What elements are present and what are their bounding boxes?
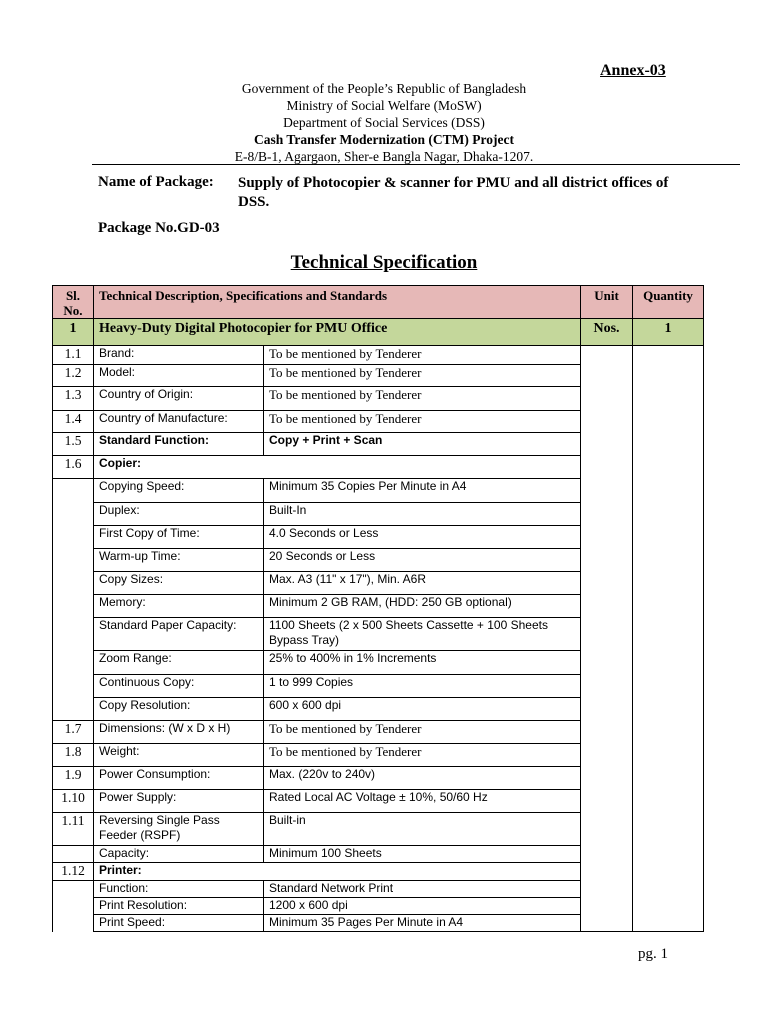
- row-sl-no: [53, 846, 94, 863]
- row-sl-no: 1.5: [53, 433, 94, 456]
- row-spec-name: Function:: [94, 881, 264, 898]
- row-spec-name: Standard Function:: [94, 433, 264, 456]
- row-sl-no: 1.12: [53, 863, 94, 881]
- row-spec-name: Printer:: [94, 863, 581, 881]
- row-spec-name: Reversing Single Pass Feeder (RSPF): [94, 813, 264, 846]
- row-spec-value: Rated Local AC Voltage ± 10%, 50/60 Hz: [264, 790, 581, 813]
- header-department: Department of Social Services (DSS): [283, 115, 485, 130]
- row-sl-no: [53, 618, 94, 651]
- row-spec-name: Print Resolution:: [94, 898, 264, 915]
- table-header-row: [53, 286, 704, 319]
- header-unit: Unit: [581, 286, 633, 319]
- row-sl-no: 1.2: [53, 365, 94, 387]
- row-sl-no: [53, 698, 94, 721]
- row-spec-name: Standard Paper Capacity:: [94, 618, 264, 651]
- row-sl-no: 1.7: [53, 721, 94, 744]
- row-spec-value: Minimum 2 GB RAM, (HDD: 250 GB optional): [264, 595, 581, 618]
- row-sl-no: 1.9: [53, 767, 94, 790]
- row-sl-no: [53, 651, 94, 675]
- row-sl-no: [53, 503, 94, 526]
- row-spec-value: Minimum 35 Copies Per Minute in A4: [264, 479, 581, 503]
- row-spec-value: Max. (220v to 240v): [264, 767, 581, 790]
- header-project: Cash Transfer Modernization (CTM) Project: [254, 132, 514, 147]
- section-description: Heavy-Duty Digital Photocopier for PMU Office: [94, 319, 581, 346]
- row-sl-no: [53, 915, 94, 932]
- row-spec-name: Dimensions: (W x D x H): [94, 721, 264, 744]
- row-spec-value: Standard Network Print: [264, 881, 581, 898]
- row-spec-name: Copier:: [94, 456, 581, 479]
- row-sl-no: 1.10: [53, 790, 94, 813]
- row-spec-name: Zoom Range:: [94, 651, 264, 675]
- row-sl-no: 1.8: [53, 744, 94, 767]
- header-government: Government of the People’s Republic of Bangladesh: [241, 81, 527, 96]
- row-spec-name: Copy Resolution:: [94, 698, 264, 721]
- row-spec-value: 600 x 600 dpi: [264, 698, 581, 721]
- row-spec-value: Built-In: [264, 503, 581, 526]
- row-spec-value: To be mentioned by Tenderer: [264, 411, 581, 433]
- unit-column-blank: [581, 346, 633, 932]
- row-spec-name: Copy Sizes:: [94, 572, 264, 595]
- page-title: Technical Specification: [290, 252, 478, 273]
- row-spec-name: Weight:: [94, 744, 264, 767]
- row-sl-no: [53, 595, 94, 618]
- row-spec-name: Capacity:: [94, 846, 264, 863]
- section-sl: 1: [53, 319, 94, 346]
- row-spec-name: Continuous Copy:: [94, 675, 264, 698]
- row-spec-name: Power Consumption:: [94, 767, 264, 790]
- quantity-column-blank: [633, 346, 704, 932]
- row-sl-no: [53, 881, 94, 898]
- row-spec-value: 1100 Sheets (2 x 500 Sheets Cassette + 100 Sheets Bypass Tray): [264, 618, 581, 651]
- package-name-value: Supply of Photocopier & scanner for PMU and all district offices of DSS.: [238, 175, 669, 210]
- document-header: [0, 80, 768, 165]
- row-spec-value: To be mentioned by Tenderer: [264, 365, 581, 387]
- row-sl-no: [53, 526, 94, 549]
- row-spec-name: First Copy of Time:: [94, 526, 264, 549]
- row-spec-name: Warm-up Time:: [94, 549, 264, 572]
- specification-table: [52, 285, 704, 932]
- row-spec-value: Copy + Print + Scan: [264, 433, 581, 456]
- row-spec-name: Model:: [94, 365, 264, 387]
- row-spec-value: To be mentioned by Tenderer: [264, 721, 581, 744]
- row-spec-value: To be mentioned by Tenderer: [264, 387, 581, 411]
- row-sl-no: 1.6: [53, 456, 94, 479]
- row-sl-no: 1.1: [53, 346, 94, 365]
- row-spec-name: Power Supply:: [94, 790, 264, 813]
- row-spec-value: Built-in: [264, 813, 581, 846]
- header-sl-no: Sl. No.: [53, 286, 94, 319]
- header-divider: [92, 164, 740, 165]
- row-sl-no: 1.4: [53, 411, 94, 433]
- row-spec-value: To be mentioned by Tenderer: [264, 744, 581, 767]
- row-spec-name: Country of Manufacture:: [94, 411, 264, 433]
- package-name-label: Name of Package:: [98, 174, 214, 190]
- row-spec-value: Max. A3 (11" x 17"), Min. A6R: [264, 572, 581, 595]
- row-spec-name: Copying Speed:: [94, 479, 264, 503]
- table-row: [53, 346, 704, 365]
- section-row: [53, 319, 704, 346]
- row-spec-value: 1 to 999 Copies: [264, 675, 581, 698]
- header-description: Technical Description, Specifications and Standards: [94, 286, 581, 319]
- row-spec-name: Print Speed:: [94, 915, 264, 932]
- row-sl-no: [53, 898, 94, 915]
- row-spec-value: 20 Seconds or Less: [264, 549, 581, 572]
- page-number: pg. 1: [638, 946, 668, 962]
- row-sl-no: [53, 479, 94, 503]
- row-spec-name: Brand:: [94, 346, 264, 365]
- package-number: Package No.GD-03: [98, 220, 220, 236]
- row-sl-no: [53, 675, 94, 698]
- annex-label: Annex-03: [600, 62, 666, 79]
- row-spec-name: Country of Origin:: [94, 387, 264, 411]
- row-spec-value: 1200 x 600 dpi: [264, 898, 581, 915]
- row-spec-value: To be mentioned by Tenderer: [264, 346, 581, 365]
- row-spec-name: Duplex:: [94, 503, 264, 526]
- section-quantity: 1: [633, 319, 704, 346]
- row-spec-value: 25% to 400% in 1% Increments: [264, 651, 581, 675]
- row-sl-no: 1.3: [53, 387, 94, 411]
- row-spec-name: Memory:: [94, 595, 264, 618]
- row-sl-no: [53, 549, 94, 572]
- row-spec-value: Minimum 35 Pages Per Minute in A4: [264, 915, 581, 932]
- row-spec-value: Minimum 100 Sheets: [264, 846, 581, 863]
- row-sl-no: 1.11: [53, 813, 94, 846]
- row-spec-value: 4.0 Seconds or Less: [264, 526, 581, 549]
- header-ministry: Ministry of Social Welfare (MoSW): [286, 98, 482, 113]
- section-unit: Nos.: [581, 319, 633, 346]
- header-quantity: Quantity: [633, 286, 704, 319]
- row-sl-no: [53, 572, 94, 595]
- header-address: E-8/B-1, Agargaon, Sher-e Bangla Nagar, Dhaka-1207.: [234, 149, 534, 164]
